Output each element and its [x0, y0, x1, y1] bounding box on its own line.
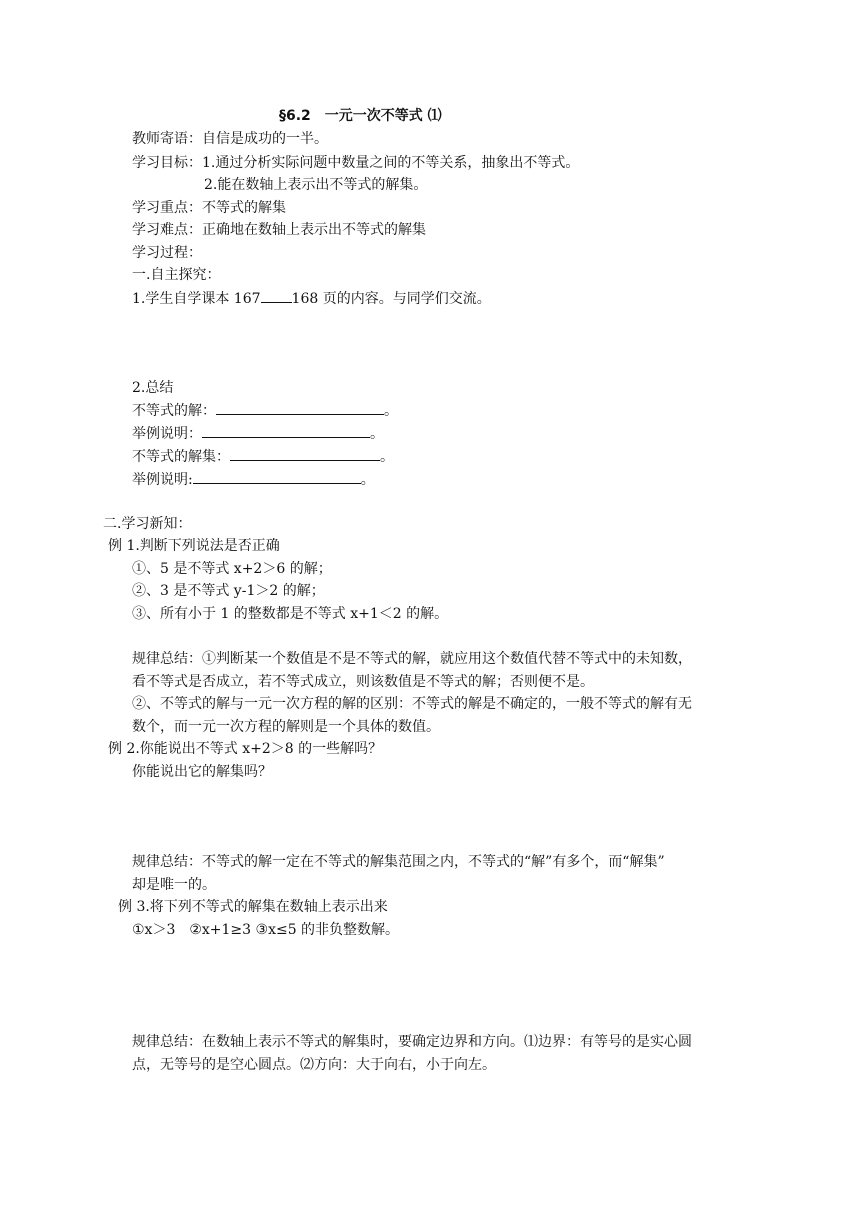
difficulty: 学习难点：正确地在数轴上表示出不等式的解集: [132, 222, 426, 238]
example-1-a: ①、5 是不等式 x+2＞6 的解；: [132, 561, 332, 577]
end-mark: 。: [360, 472, 375, 488]
fill-label: 不等式的解集：: [132, 449, 230, 465]
fill-blank-example-1: [132, 423, 384, 444]
fill-label: 举例说明：: [132, 426, 202, 442]
page-range-blank: [261, 288, 292, 303]
fill-blank-example-2: [132, 469, 375, 490]
example-2-b: 你能说出它的解集吗？: [132, 764, 272, 780]
answer-blank: [202, 423, 370, 438]
item1-text-pre: 1.学生自学课本 167: [132, 291, 261, 307]
example-3-b: ①x＞3 ②x+1≥3 ③x≤5 的非负整数解。: [132, 922, 400, 938]
example-3: 例 3.将下列不等式的解集在数轴上表示出来: [118, 899, 388, 915]
example-1-b: ②、3 是不等式 y-1＞2 的解；: [132, 583, 325, 599]
teacher-message: 教师寄语：自信是成功的一半。: [132, 131, 328, 147]
fill-blank-solution: [132, 400, 398, 421]
rule-summary-1-line1: 规律总结：①判断某一个数值是不是不等式的解，就应用这个数值代替不等式中的未知数，: [132, 651, 692, 667]
end-mark: 。: [384, 403, 398, 419]
rule-summary-3-line2: 点，无等号的是空心圆点。⑵方向：大于向右，小于向左。: [132, 1057, 496, 1073]
answer-blank: [230, 446, 380, 461]
rule-summary-2-line2: 却是唯一的。: [132, 877, 216, 893]
example-2: 例 2.你能说出不等式 x+2＞8 的一些解吗？: [108, 741, 383, 757]
end-mark: 。: [370, 426, 384, 442]
section2-heading: 二.学习新知：: [103, 516, 192, 532]
item1-text-post: 168 页的内容。与同学们交流。: [291, 291, 491, 307]
section1-heading: 一.自主探究：: [132, 267, 221, 283]
rule-summary-3-line1: 规律总结：在数轴上表示不等式的解集时，要确定边界和方向。⑴边界：有等号的是实心圆: [132, 1034, 692, 1050]
answer-blank: [216, 400, 384, 415]
rule-summary-1-line2: 看不等式是否成立，若不等式成立，则该数值是不等式的解；否则便不是。: [132, 674, 594, 690]
rule-summary-1-line4: 数个，而一元一次方程的解则是一个具体的数值。: [132, 719, 440, 735]
end-mark: 。: [380, 449, 394, 465]
fill-label: 不等式的解：: [132, 403, 216, 419]
fill-label: 举例说明:: [132, 472, 193, 488]
fill-blank-solution-set: [132, 446, 394, 467]
rule-summary-1-line3: ②、不等式的解与一元一次方程的解的区别：不等式的解是不确定的，一般不等式的解有无: [132, 696, 692, 712]
key-point: 学习重点：不等式的解集: [132, 200, 286, 216]
page-title: §6.2 一元一次不等式 ⑴: [279, 108, 442, 124]
answer-blank: [193, 469, 361, 484]
section1-item1: [132, 288, 491, 309]
learning-goal-2: 2.能在数轴上表示出不等式的解集。: [204, 177, 428, 193]
example-1: 例 1.判断下列说法是否正确: [108, 538, 280, 554]
rule-summary-2-line1: 规律总结：不等式的解一定在不等式的解集范围之内，不等式的“解”有多个，而“解集”: [132, 854, 665, 870]
learning-process: 学习过程：: [132, 245, 202, 261]
section1-item2: 2.总结: [132, 380, 174, 396]
learning-goal-1: 学习目标：1.通过分析实际问题中数量之间的不等关系，抽象出不等式。: [132, 155, 580, 171]
example-1-c: ③、所有小于 1 的整数都是不等式 x+1＜2 的解。: [132, 606, 449, 622]
